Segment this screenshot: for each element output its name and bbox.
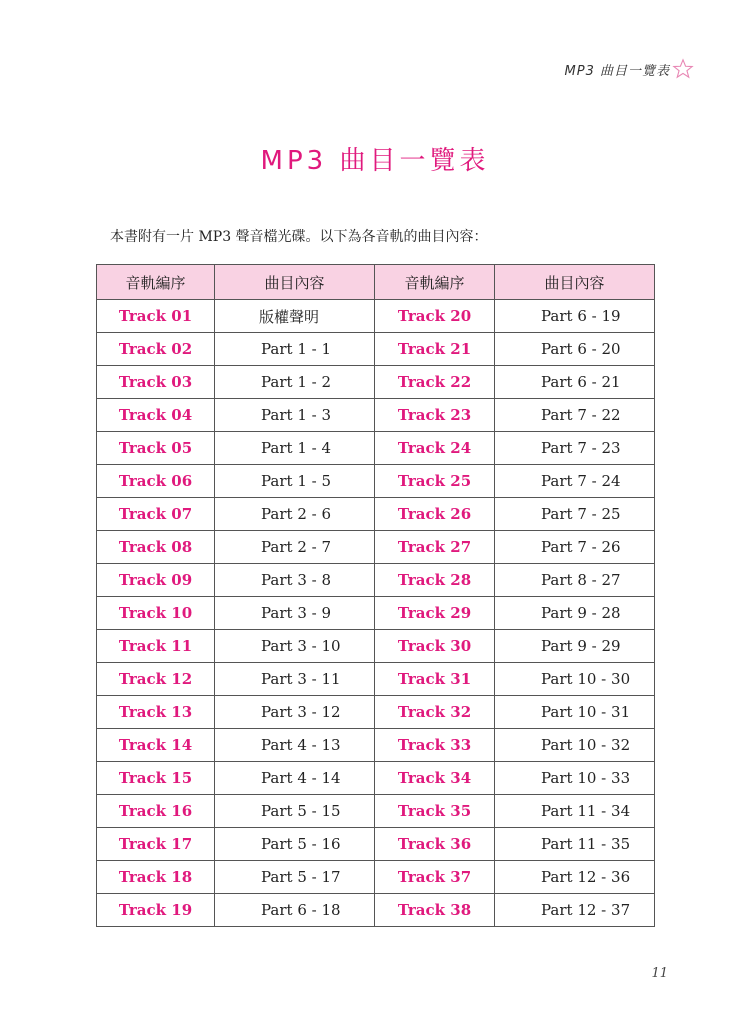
track-number: Track 17: [97, 828, 215, 861]
track-number: Track 06: [97, 465, 215, 498]
table-row: [97, 630, 655, 663]
track-content: Part 1 - 1: [215, 333, 375, 366]
track-number: Track 26: [375, 498, 495, 531]
track-number: Track 04: [97, 399, 215, 432]
table-row: [97, 432, 655, 465]
track-content: Part 7 - 25: [495, 498, 655, 531]
track-content: Part 3 - 10: [215, 630, 375, 663]
track-number: Track 21: [375, 333, 495, 366]
track-content: Part 3 - 9: [215, 597, 375, 630]
table-row: [97, 894, 655, 927]
header-content: 曲目內容: [495, 265, 655, 300]
track-number: Track 23: [375, 399, 495, 432]
track-number: Track 36: [375, 828, 495, 861]
track-number: Track 37: [375, 861, 495, 894]
header-track-no: 音軌編序: [97, 265, 215, 300]
track-number: Track 12: [97, 663, 215, 696]
track-content: Part 8 - 27: [495, 564, 655, 597]
track-number: Track 11: [97, 630, 215, 663]
track-content: Part 12 - 36: [495, 861, 655, 894]
table-row: [97, 366, 655, 399]
track-number: Track 35: [375, 795, 495, 828]
track-number: Track 18: [97, 861, 215, 894]
track-content: Part 3 - 12: [215, 696, 375, 729]
track-number: Track 09: [97, 564, 215, 597]
track-content: Part 1 - 5: [215, 465, 375, 498]
track-number: Track 13: [97, 696, 215, 729]
track-number: Track 20: [375, 300, 495, 333]
track-content: Part 7 - 26: [495, 531, 655, 564]
track-content: Part 10 - 31: [495, 696, 655, 729]
track-content: Part 10 - 32: [495, 729, 655, 762]
track-content: Part 4 - 13: [215, 729, 375, 762]
track-content: Part 6 - 18: [215, 894, 375, 927]
track-number: Track 25: [375, 465, 495, 498]
star-outline-icon: [672, 58, 694, 80]
table-row: [97, 663, 655, 696]
track-content: Part 5 - 17: [215, 861, 375, 894]
page-title: MP3 曲目一覽表: [260, 146, 490, 176]
table-row: [97, 498, 655, 531]
table-row: [97, 333, 655, 366]
track-number: Track 15: [97, 762, 215, 795]
table-row: [97, 762, 655, 795]
track-content: Part 7 - 23: [495, 432, 655, 465]
track-content: Part 1 - 4: [215, 432, 375, 465]
track-number: Track 22: [375, 366, 495, 399]
track-content: Part 7 - 22: [495, 399, 655, 432]
table-header-row: [97, 265, 655, 300]
track-number: Track 38: [375, 894, 495, 927]
track-content: Part 1 - 2: [215, 366, 375, 399]
track-content: Part 3 - 8: [215, 564, 375, 597]
page-number: 11: [651, 966, 668, 981]
track-number: Track 02: [97, 333, 215, 366]
table-row: [97, 729, 655, 762]
track-number: Track 05: [97, 432, 215, 465]
track-content: Part 12 - 37: [495, 894, 655, 927]
header-track-no: 音軌編序: [375, 265, 495, 300]
track-content: Part 3 - 11: [215, 663, 375, 696]
table-row: [97, 300, 655, 333]
track-content: Part 7 - 24: [495, 465, 655, 498]
track-number: Track 01: [97, 300, 215, 333]
table-row: [97, 597, 655, 630]
track-content: Part 9 - 28: [495, 597, 655, 630]
table-row: [97, 531, 655, 564]
table-row: [97, 795, 655, 828]
track-content: Part 6 - 19: [495, 300, 655, 333]
track-number: Track 03: [97, 366, 215, 399]
running-head: MP3 曲目一覽表: [564, 64, 670, 79]
track-content: Part 10 - 33: [495, 762, 655, 795]
track-number: Track 14: [97, 729, 215, 762]
table-row: [97, 399, 655, 432]
header-content: 曲目內容: [215, 265, 375, 300]
track-number: Track 31: [375, 663, 495, 696]
track-number: Track 08: [97, 531, 215, 564]
track-number: Track 16: [97, 795, 215, 828]
track-number: Track 27: [375, 531, 495, 564]
track-number: Track 10: [97, 597, 215, 630]
track-content: Part 11 - 35: [495, 828, 655, 861]
table-row: [97, 828, 655, 861]
track-content: 版權聲明: [215, 300, 375, 333]
track-content: Part 10 - 30: [495, 663, 655, 696]
track-content: Part 1 - 3: [215, 399, 375, 432]
track-number: Track 24: [375, 432, 495, 465]
track-number: Track 34: [375, 762, 495, 795]
track-number: Track 19: [97, 894, 215, 927]
track-number: Track 32: [375, 696, 495, 729]
track-content: Part 5 - 15: [215, 795, 375, 828]
track-number: Track 29: [375, 597, 495, 630]
track-content: Part 6 - 21: [495, 366, 655, 399]
track-content: Part 11 - 34: [495, 795, 655, 828]
intro-text: 本書附有一片 MP3 聲音檔光碟。以下為各音軌的曲目內容：: [110, 229, 488, 245]
track-content: Part 9 - 29: [495, 630, 655, 663]
track-number: Track 07: [97, 498, 215, 531]
track-content: Part 6 - 20: [495, 333, 655, 366]
track-content: Part 5 - 16: [215, 828, 375, 861]
track-content: Part 2 - 7: [215, 531, 375, 564]
table-row: [97, 696, 655, 729]
track-number: Track 30: [375, 630, 495, 663]
table-row: [97, 465, 655, 498]
track-table: [96, 264, 655, 927]
track-content: Part 4 - 14: [215, 762, 375, 795]
table-row: [97, 564, 655, 597]
table-row: [97, 861, 655, 894]
track-number: Track 28: [375, 564, 495, 597]
track-content: Part 2 - 6: [215, 498, 375, 531]
track-number: Track 33: [375, 729, 495, 762]
